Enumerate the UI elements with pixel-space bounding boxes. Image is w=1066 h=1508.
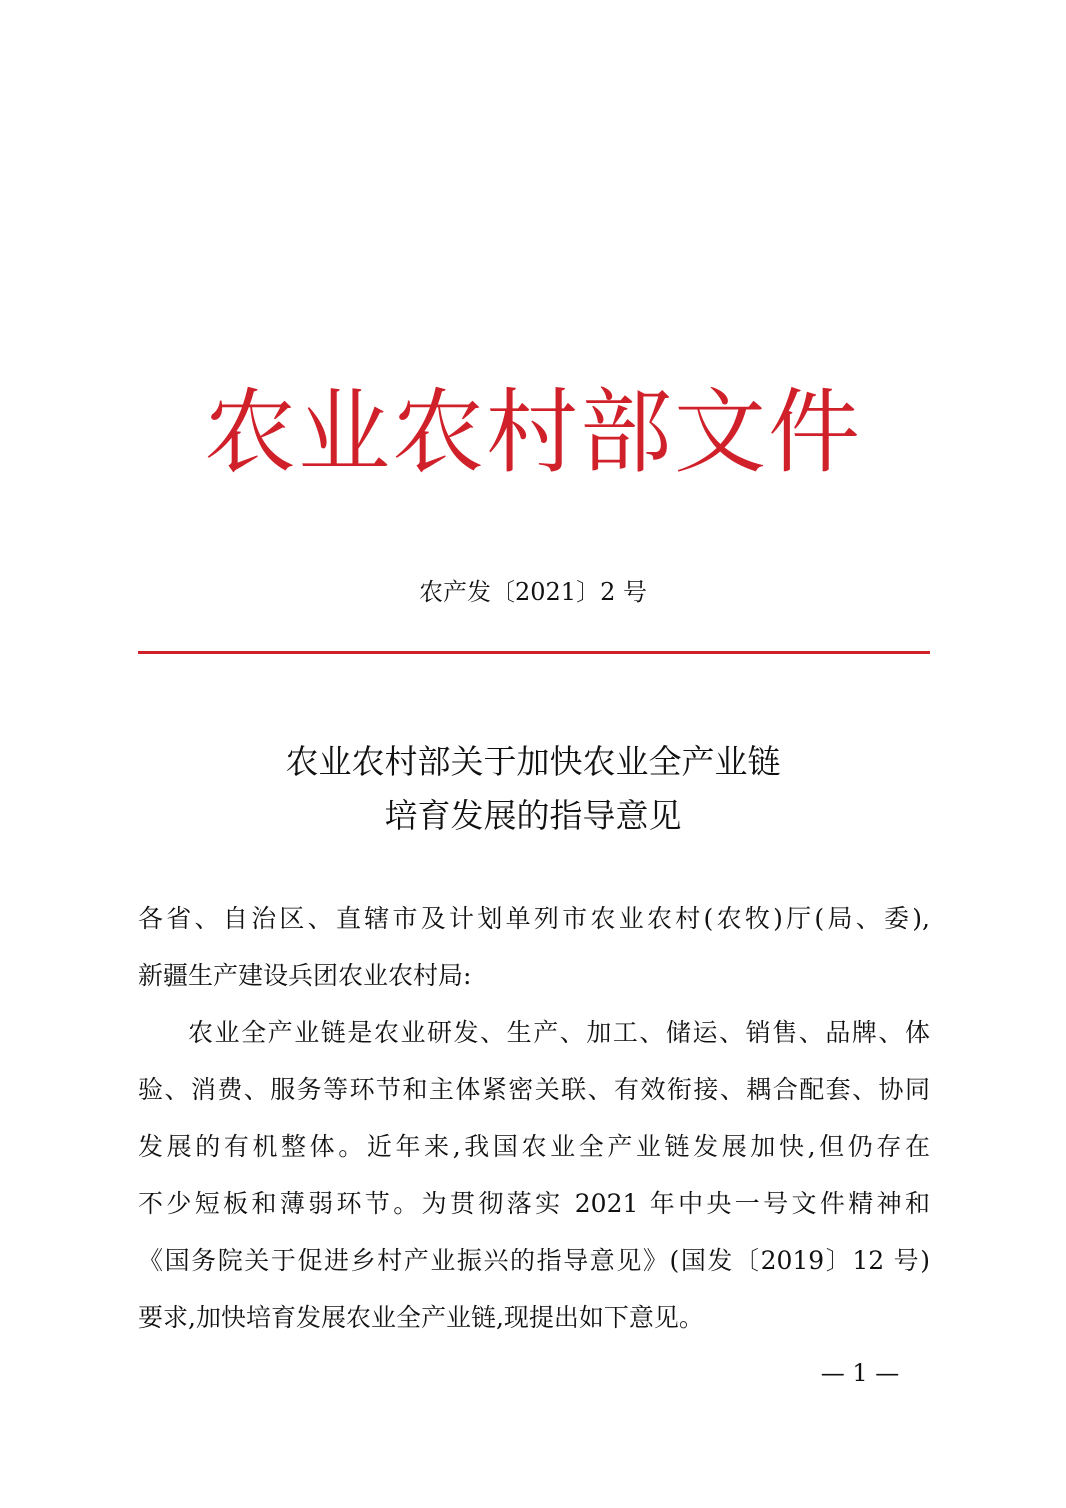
document-body [138, 890, 930, 1346]
paragraph-line-6: 要求,加快培育发展农业全产业链,现提出如下意见。 [138, 1303, 704, 1332]
masthead-title: 农业农村部文件 [203, 379, 862, 486]
document-number: 农产发〔2021〕2 号 [419, 578, 647, 606]
paragraph-line-1: 农业全产业链是农业研发、生产、加工、储运、销售、品牌、体 [188, 1018, 930, 1047]
paragraph-line-5: 《国务院关于促进乡村产业振兴的指导意见》(国发〔2019〕12 号) [138, 1246, 930, 1275]
title-line-1: 农业农村部关于加快农业全产业链 [285, 742, 781, 781]
paragraph-line-3: 发展的有机整体。近年来,我国农业全产业链发展加快,但仍存在 [138, 1132, 930, 1161]
red-divider-line [138, 651, 930, 654]
document-title [0, 735, 1066, 843]
salutation-line-1: 各省、自治区、直辖市及计划单列市农业农村(农牧)厅(局、委), [138, 904, 930, 933]
paragraph-line-4: 不少短板和薄弱环节。为贯彻落实 2021 年中央一号文件精神和 [138, 1189, 930, 1218]
salutation-line-2: 新疆生产建设兵团农业农村局: [138, 961, 472, 990]
title-line-2: 培育发展的指导意见 [384, 796, 682, 835]
paragraph-line-2: 验、消费、服务等环节和主体紧密关联、有效衔接、耦合配套、协同 [138, 1075, 930, 1104]
page-number: — 1 — [820, 1359, 900, 1387]
